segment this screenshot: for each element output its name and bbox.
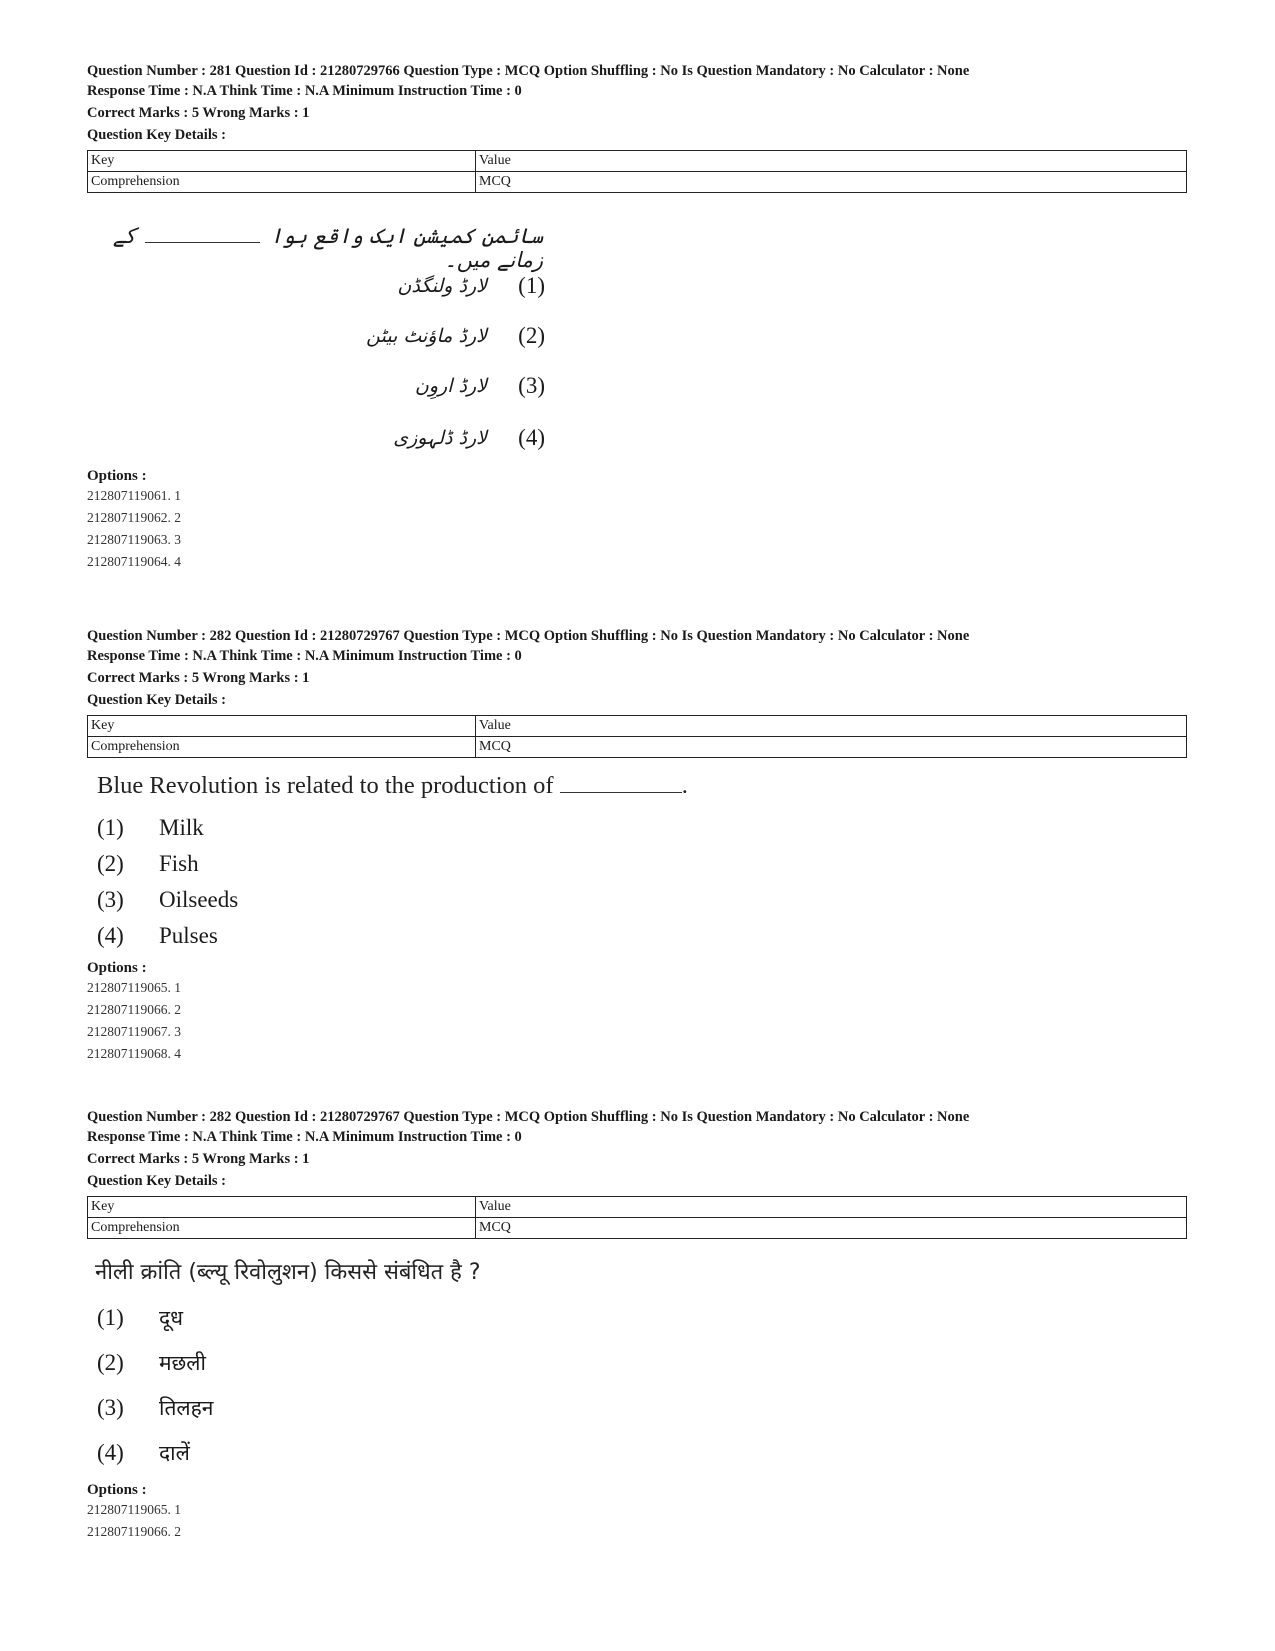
choice-text: Milk <box>159 815 204 840</box>
key-cell: Comprehension <box>88 737 476 758</box>
value-cell: MCQ <box>476 1218 1187 1239</box>
question-281-header <box>87 62 1187 193</box>
choice-number: (4) <box>97 1440 124 1465</box>
options-label: Options : <box>87 468 147 484</box>
choice-3 <box>97 1390 213 1426</box>
choice-text: Fish <box>159 851 199 876</box>
choice-number: (3) <box>97 1395 124 1420</box>
choice-number: (4) <box>518 425 545 450</box>
question-meta-line: Question Number : 282 Question Id : 21280729767 Question Type : MCQ Option Shuffling : No Is Question Mandatory : No Calculator : None <box>87 1109 970 1125</box>
choice-number: (1) <box>97 1305 124 1330</box>
options-list <box>87 960 1187 1065</box>
key-details-label: Question Key Details : <box>87 1173 226 1189</box>
option-id: 212807119067. 3 <box>87 1024 181 1039</box>
choice-2 <box>340 318 545 354</box>
option-id: 212807119066. 2 <box>87 1002 181 1017</box>
key-details-table <box>87 150 1187 193</box>
choice-2 <box>97 1345 206 1381</box>
options-label: Options : <box>87 960 147 976</box>
choice-number: (2) <box>97 1350 124 1375</box>
value-header: Value <box>476 151 1187 172</box>
choice-text: لارڈ ڈلہوزی <box>393 427 487 449</box>
choice-text: لارڈ ولنگڈن <box>397 275 487 297</box>
choice-text: Oilseeds <box>159 887 239 912</box>
question-stem-hindi: नीली क्रांति (ब्ल्यू रिवोलुशन) किससे संबंधित है ? <box>95 1260 481 1285</box>
answer-blank <box>145 242 260 243</box>
key-details-label: Question Key Details : <box>87 692 226 708</box>
marks-line: Correct Marks : 5 Wrong Marks : 1 <box>87 670 310 686</box>
choice-4 <box>340 420 545 456</box>
key-header: Key <box>88 716 476 737</box>
options-label: Options : <box>87 1482 147 1498</box>
key-details-label: Question Key Details : <box>87 127 226 143</box>
question-282-header <box>87 627 1187 758</box>
choice-1 <box>97 1300 183 1336</box>
question-meta-line: Response Time : N.A Think Time : N.A Minimum Instruction Time : 0 <box>87 648 522 664</box>
answer-blank <box>560 792 682 793</box>
question-meta-line: Question Number : 282 Question Id : 21280729767 Question Type : MCQ Option Shuffling : No Is Question Mandatory : No Calculator : None <box>87 628 970 644</box>
choice-text: दालें <box>159 1441 190 1465</box>
marks-line: Correct Marks : 5 Wrong Marks : 1 <box>87 1151 310 1167</box>
key-header: Key <box>88 1197 476 1218</box>
value-header: Value <box>476 716 1187 737</box>
choice-number: (3) <box>518 373 545 398</box>
value-cell: MCQ <box>476 172 1187 193</box>
question-stem-urdu <box>88 224 543 272</box>
choice-number: (2) <box>97 851 124 876</box>
choice-3 <box>97 884 238 916</box>
key-header: Key <box>88 151 476 172</box>
option-id: 212807119064. 4 <box>87 554 181 569</box>
stem-before: Blue Revolution is related to the production of <box>97 772 554 799</box>
choice-text: तिलहन <box>159 1396 214 1420</box>
stem-before: سائمن کمیشن ایک واقع ہوا <box>270 224 543 248</box>
option-id: 212807119061. 1 <box>87 488 181 503</box>
key-details-table <box>87 1196 1187 1239</box>
value-header: Value <box>476 1197 1187 1218</box>
question-meta-line: Response Time : N.A Think Time : N.A Minimum Instruction Time : 0 <box>87 1129 522 1145</box>
choice-4 <box>97 920 218 952</box>
choice-number: (1) <box>518 273 545 298</box>
question-282-hindi-header <box>87 1108 1187 1239</box>
option-id: 212807119062. 2 <box>87 510 181 525</box>
option-id: 212807119065. 1 <box>87 1502 181 1517</box>
option-id: 212807119068. 4 <box>87 1046 181 1061</box>
choice-text: दूध <box>159 1306 184 1330</box>
value-cell: MCQ <box>476 737 1187 758</box>
choice-1 <box>97 812 204 844</box>
option-id: 212807119065. 1 <box>87 980 181 995</box>
question-stem-english <box>97 772 688 800</box>
option-id: 212807119063. 3 <box>87 532 181 547</box>
question-meta-line: Question Number : 281 Question Id : 21280729766 Question Type : MCQ Option Shuffling : No Is Question Mandatory : No Calculator : None <box>87 63 970 79</box>
choice-number: (2) <box>518 323 545 348</box>
choice-number: (3) <box>97 887 124 912</box>
choice-4 <box>97 1435 190 1471</box>
options-list <box>87 468 1187 573</box>
choice-text: لارڈ اروِن <box>414 375 487 397</box>
question-meta-line: Response Time : N.A Think Time : N.A Minimum Instruction Time : 0 <box>87 83 522 99</box>
choice-text: لارڈ ماؤنٹ بیٹن <box>366 325 487 347</box>
key-details-table <box>87 715 1187 758</box>
choice-3 <box>340 368 545 404</box>
options-list <box>87 1482 1187 1543</box>
stem-after: . <box>681 772 688 799</box>
choice-number: (4) <box>97 923 124 948</box>
option-id: 212807119066. 2 <box>87 1524 181 1539</box>
choice-2 <box>97 848 199 880</box>
choice-text: Pulses <box>159 923 218 948</box>
key-cell: Comprehension <box>88 1218 476 1239</box>
stem-after: کے زمانے میں۔ <box>112 224 543 272</box>
choice-text: मछली <box>159 1351 206 1375</box>
choice-1 <box>340 268 545 304</box>
choice-number: (1) <box>97 815 124 840</box>
marks-line: Correct Marks : 5 Wrong Marks : 1 <box>87 105 310 121</box>
key-cell: Comprehension <box>88 172 476 193</box>
